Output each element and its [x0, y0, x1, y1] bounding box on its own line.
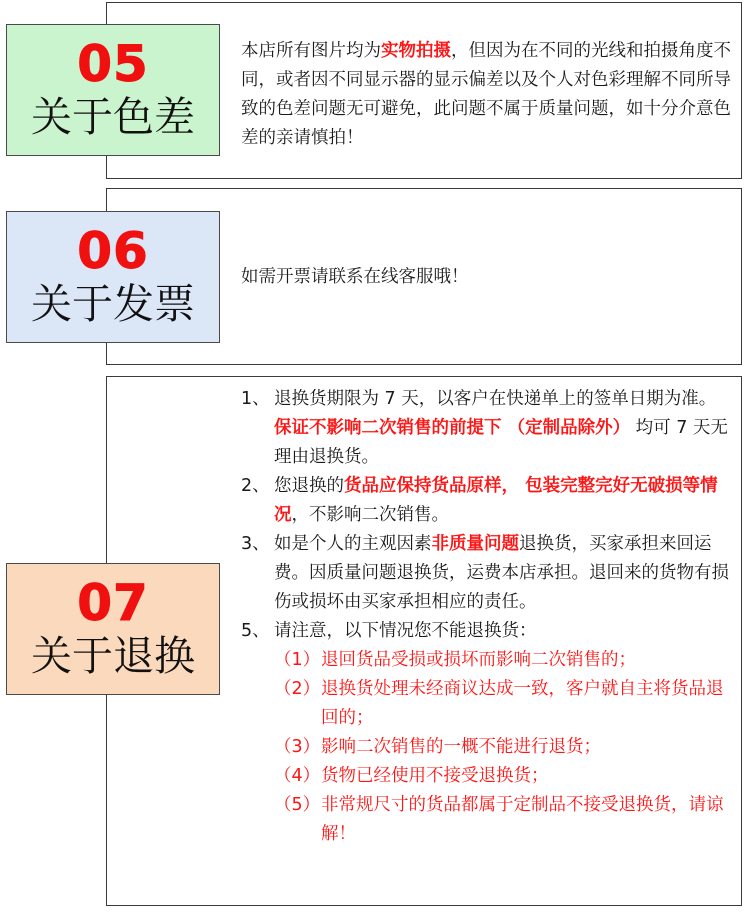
highlight-text: 保证不影响二次销售的前提下 （定制品除外） — [274, 418, 631, 438]
tag-05 — [6, 24, 220, 156]
item-index: 2、 — [241, 476, 270, 496]
sub-item — [241, 675, 731, 733]
sub-item-text: 货物已经使用不接受退换货； — [321, 766, 549, 786]
text-part: 您退换的 — [274, 476, 344, 496]
item-index: 1、 — [241, 389, 270, 409]
sub-item-index: （1） — [274, 650, 321, 670]
section-number: 07 — [77, 574, 149, 632]
text-part: 退换货期限为 7 天，以客户在快递单上的签单日期为准。 — [274, 389, 717, 409]
sub-item-index: （2） — [274, 679, 321, 699]
sub-item-index: （5） — [274, 795, 321, 815]
sub-item-index: （3） — [274, 737, 321, 757]
list-item — [241, 530, 731, 617]
list-item — [241, 617, 731, 646]
sub-item — [241, 733, 731, 762]
invoice-text: 如需开票请联系在线客服哦！ — [241, 267, 469, 287]
sub-item-index: （4） — [274, 766, 321, 786]
list-item — [241, 472, 731, 530]
sub-item — [241, 762, 731, 791]
color-difference-text — [241, 37, 733, 153]
tag-07 — [6, 563, 220, 695]
sub-item — [241, 791, 731, 849]
section-title: 关于退换 — [31, 632, 195, 680]
sub-item-text: 退换货处理未经商议达成一致，客户就自主将货品退回的； — [321, 679, 724, 728]
text-part: 均可 7 天无理由退换货。 — [274, 418, 728, 467]
highlight-real-photo: 实物拍摄 — [381, 41, 451, 61]
sub-item-text: 退回货品受损或损坏而影响二次销售的； — [321, 650, 636, 670]
section-title: 关于色差 — [31, 93, 195, 141]
text-part: 本店所有图片均为 — [241, 41, 381, 61]
text-part: 退换货，买家承担来回运费。因质量问题退换货，运费本店承担。退回来的货物有损伤或损坏由买家承担相应的责任。 — [274, 534, 729, 612]
item-index: 5、 — [241, 621, 270, 641]
sub-item-text: 非常规尺寸的货品都属于定制品不接受退换货，请谅解！ — [321, 795, 724, 844]
text-part: ，但因为在不同的光线和拍摄角度不同，或者因不同显示器的显示偏差以及个人对色彩理解不同所导致的色差问题无可避免，此问题不属于质量问题，如十分介意色差的亲请慎拍！ — [241, 41, 731, 148]
list-item — [241, 385, 731, 472]
text-part: ，不影响二次销售。 — [291, 505, 449, 525]
item-index: 3、 — [241, 534, 270, 554]
highlight-text: 非质量问题 — [431, 534, 519, 554]
sub-item — [241, 646, 731, 675]
section-number: 05 — [77, 35, 149, 93]
section-number: 06 — [77, 222, 149, 280]
section-title: 关于发票 — [31, 280, 195, 328]
highlight-text: 货品应保持货品原样， 包装完整完好无破损等情况 — [274, 476, 718, 525]
sub-item-text: 影响二次销售的一概不能进行退货； — [321, 737, 601, 757]
text-part: 如是个人的主观因素 — [274, 534, 432, 554]
return-policy-list — [241, 385, 731, 849]
text-part: 请注意，以下情况您不能退换货： — [274, 621, 537, 641]
tag-06 — [6, 211, 220, 343]
